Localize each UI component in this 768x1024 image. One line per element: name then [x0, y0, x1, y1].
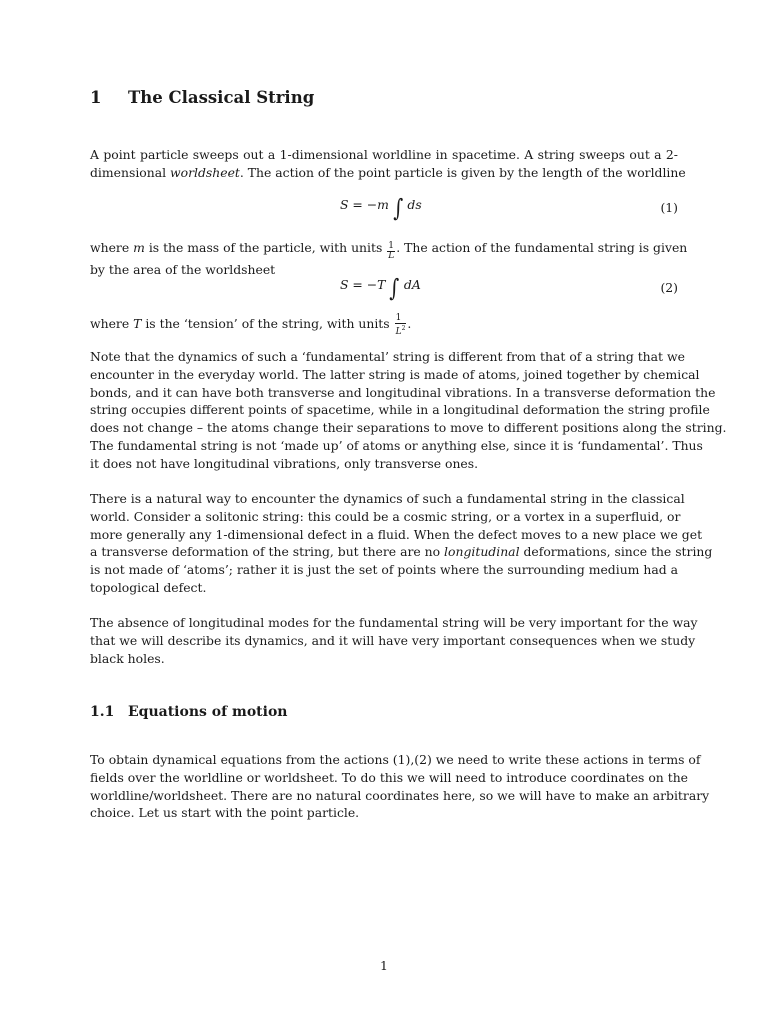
text-line	[90, 239, 688, 261]
text-run: is the mass of the particle, with units	[144, 240, 387, 255]
text-line: that we will describe its dynamics, and it will have very important consequences when we study	[90, 632, 696, 648]
math-T: T	[133, 316, 142, 331]
text-run: where	[90, 316, 134, 331]
text-run: . The action of the point particle is given by the length of the worldline	[239, 164, 686, 180]
text-run: dimensional	[90, 164, 171, 180]
text-line: black holes.	[90, 650, 165, 666]
equation-2-rhs: dA	[403, 277, 421, 292]
text-line: is not made of ‘atoms’; rather it is just the set of points where the surrounding medium had a	[90, 562, 678, 578]
math-m: m	[133, 240, 145, 255]
subsection-number: 1.1	[90, 704, 115, 720]
fraction-denominator: L	[388, 251, 395, 261]
section-title-text: The Classical String	[128, 88, 315, 107]
mass-paragraph	[90, 239, 688, 279]
text-line: bonds, and it can have both transverse and longitudinal vibrations. In a transverse deformation the	[90, 384, 716, 400]
text-line: The fundamental string is not ‘made up’ of atoms or anything else, since it is ‘fundamental’. Thus	[90, 437, 703, 453]
text-line: The absence of longitudinal modes for the fundamental string will be very important for the way	[90, 615, 698, 630]
document-page	[90, 0, 727, 1024]
text-run: where	[90, 240, 134, 255]
section-heading	[90, 88, 314, 107]
fraction-denominator-base: L	[395, 327, 402, 337]
page-number: 1	[380, 958, 388, 973]
obtain-paragraph	[90, 751, 710, 822]
text-line: does not change – the atoms change their separations to move to different positions along the string.	[90, 420, 727, 436]
emphasis-longitudinal: longitudinal	[444, 544, 520, 560]
section-number: 1	[90, 88, 102, 107]
equation-1-number: (1)	[660, 200, 678, 215]
equation-2-lhs: S = −T	[340, 277, 386, 292]
subsection-title-text: Equations of motion	[128, 704, 288, 720]
text-line: more generally any 1-dimensional defect in a fluid. When the defect moves to a new place we get	[90, 526, 703, 542]
tension-paragraph	[90, 314, 678, 337]
natural-paragraph	[90, 490, 713, 597]
integral-sign: ∫	[393, 194, 404, 222]
text-line: choice. Let us start with the point particle.	[90, 805, 360, 821]
text-run: .	[407, 316, 412, 331]
text-run: is the ‘tension’ of the string, with units	[141, 316, 394, 331]
equation-1-body	[340, 194, 422, 222]
text-line: world. Consider a solitonic string: this could be a cosmic string, or a vortex in a superfluid, or	[90, 508, 681, 524]
equation-1-rhs: ds	[407, 197, 422, 212]
subsection-heading	[90, 704, 287, 720]
text-line: by the area of the worldsheet	[90, 262, 276, 277]
emphasis-worldsheet: worldsheet	[170, 164, 240, 180]
equation-1	[90, 194, 678, 224]
equation-2	[90, 274, 678, 304]
fraction-numerator: 1	[388, 241, 395, 251]
text-run: . The action of the fundamental string is given	[396, 240, 688, 255]
fraction-1-over-L	[387, 242, 395, 261]
text-line: A point particle sweeps out a 1-dimensional worldline in spacetime. A string sweeps out a 2-	[90, 147, 678, 162]
text-run: deformations, since the string	[519, 544, 713, 560]
text-line: it does not have longitudinal vibrations, only transverse ones.	[90, 455, 479, 471]
text-line: Note that the dynamics of such a ‘fundamental’ string is different from that of a string that we	[90, 349, 685, 364]
equation-2-body	[340, 274, 421, 302]
text-line	[90, 543, 713, 561]
text-run: a transverse deformation of the string, but there are no	[90, 544, 445, 560]
text-line	[90, 314, 678, 337]
intro-paragraph	[90, 146, 686, 182]
fraction-denominator	[395, 324, 407, 337]
absence-paragraph	[90, 614, 698, 667]
note-paragraph	[90, 348, 727, 473]
fraction-denominator-exponent: 2	[401, 325, 406, 332]
text-line: topological defect.	[90, 579, 207, 595]
text-line: There is a natural way to encounter the dynamics of such a fundamental string in the classical	[90, 491, 685, 506]
fraction-1-over-L2	[395, 314, 407, 337]
equation-1-lhs: S = −m	[340, 197, 389, 212]
text-line: worldline/worldsheet. There are no natural coordinates here, so we will have to make an arbitrary	[90, 787, 710, 803]
equation-2-number: (2)	[660, 280, 678, 295]
text-line: fields over the worldline or worldsheet. To do this we will need to introduce coordinates on the	[90, 769, 689, 785]
text-line: To obtain dynamical equations from the actions (1),(2) we need to write these actions in terms of	[90, 752, 701, 767]
text-line	[90, 164, 686, 182]
integral-sign: ∫	[389, 274, 400, 302]
fraction-numerator: 1	[395, 314, 407, 324]
text-line: string occupies different points of spacetime, while in a longitudinal deformation the string profile	[90, 402, 710, 418]
text-line: encounter in the everyday world. The latter string is made of atoms, joined together by chemical	[90, 366, 700, 382]
